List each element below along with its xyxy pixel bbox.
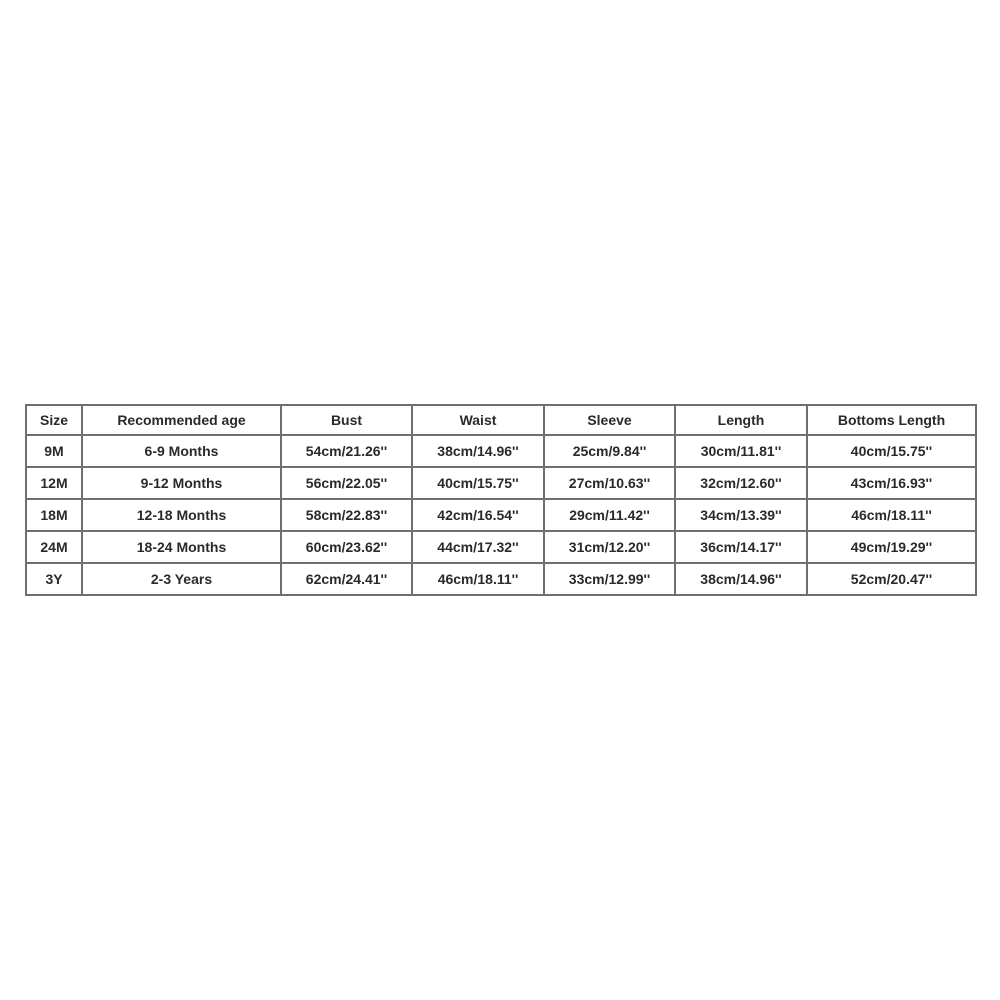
- cell-sleeve: 31cm/12.20'': [544, 531, 675, 563]
- cell-bust: 56cm/22.05'': [281, 467, 412, 499]
- table-row: [26, 563, 976, 595]
- cell-bust: 62cm/24.41'': [281, 563, 412, 595]
- cell-bottoms-length: 46cm/18.11'': [807, 499, 976, 531]
- cell-bottoms-length: 52cm/20.47'': [807, 563, 976, 595]
- table-row: [26, 467, 976, 499]
- header-bottoms-length: Bottoms Length: [807, 405, 976, 435]
- header-waist: Waist: [412, 405, 544, 435]
- table-row: [26, 435, 976, 467]
- header-bust: Bust: [281, 405, 412, 435]
- header-row: [26, 405, 976, 435]
- cell-recommended-age: 9-12 Months: [82, 467, 281, 499]
- cell-bottoms-length: 43cm/16.93'': [807, 467, 976, 499]
- size-chart-table: [25, 404, 977, 596]
- cell-size: 9M: [26, 435, 82, 467]
- table-row: [26, 531, 976, 563]
- cell-sleeve: 27cm/10.63'': [544, 467, 675, 499]
- cell-waist: 44cm/17.32'': [412, 531, 544, 563]
- cell-size: 3Y: [26, 563, 82, 595]
- header-size: Size: [26, 405, 82, 435]
- cell-recommended-age: 2-3 Years: [82, 563, 281, 595]
- cell-sleeve: 25cm/9.84'': [544, 435, 675, 467]
- header-sleeve: Sleeve: [544, 405, 675, 435]
- cell-length: 32cm/12.60'': [675, 467, 807, 499]
- cell-length: 34cm/13.39'': [675, 499, 807, 531]
- cell-length: 30cm/11.81'': [675, 435, 807, 467]
- cell-recommended-age: 6-9 Months: [82, 435, 281, 467]
- cell-bottoms-length: 49cm/19.29'': [807, 531, 976, 563]
- cell-recommended-age: 18-24 Months: [82, 531, 281, 563]
- cell-sleeve: 29cm/11.42'': [544, 499, 675, 531]
- cell-waist: 46cm/18.11'': [412, 563, 544, 595]
- header-recommended-age: Recommended age: [82, 405, 281, 435]
- cell-recommended-age: 12-18 Months: [82, 499, 281, 531]
- cell-waist: 42cm/16.54'': [412, 499, 544, 531]
- cell-waist: 38cm/14.96'': [412, 435, 544, 467]
- table-row: [26, 499, 976, 531]
- cell-length: 38cm/14.96'': [675, 563, 807, 595]
- cell-size: 24M: [26, 531, 82, 563]
- cell-sleeve: 33cm/12.99'': [544, 563, 675, 595]
- cell-length: 36cm/14.17'': [675, 531, 807, 563]
- cell-size: 12M: [26, 467, 82, 499]
- cell-bust: 54cm/21.26'': [281, 435, 412, 467]
- cell-bust: 58cm/22.83'': [281, 499, 412, 531]
- header-length: Length: [675, 405, 807, 435]
- cell-bottoms-length: 40cm/15.75'': [807, 435, 976, 467]
- cell-size: 18M: [26, 499, 82, 531]
- cell-bust: 60cm/23.62'': [281, 531, 412, 563]
- cell-waist: 40cm/15.75'': [412, 467, 544, 499]
